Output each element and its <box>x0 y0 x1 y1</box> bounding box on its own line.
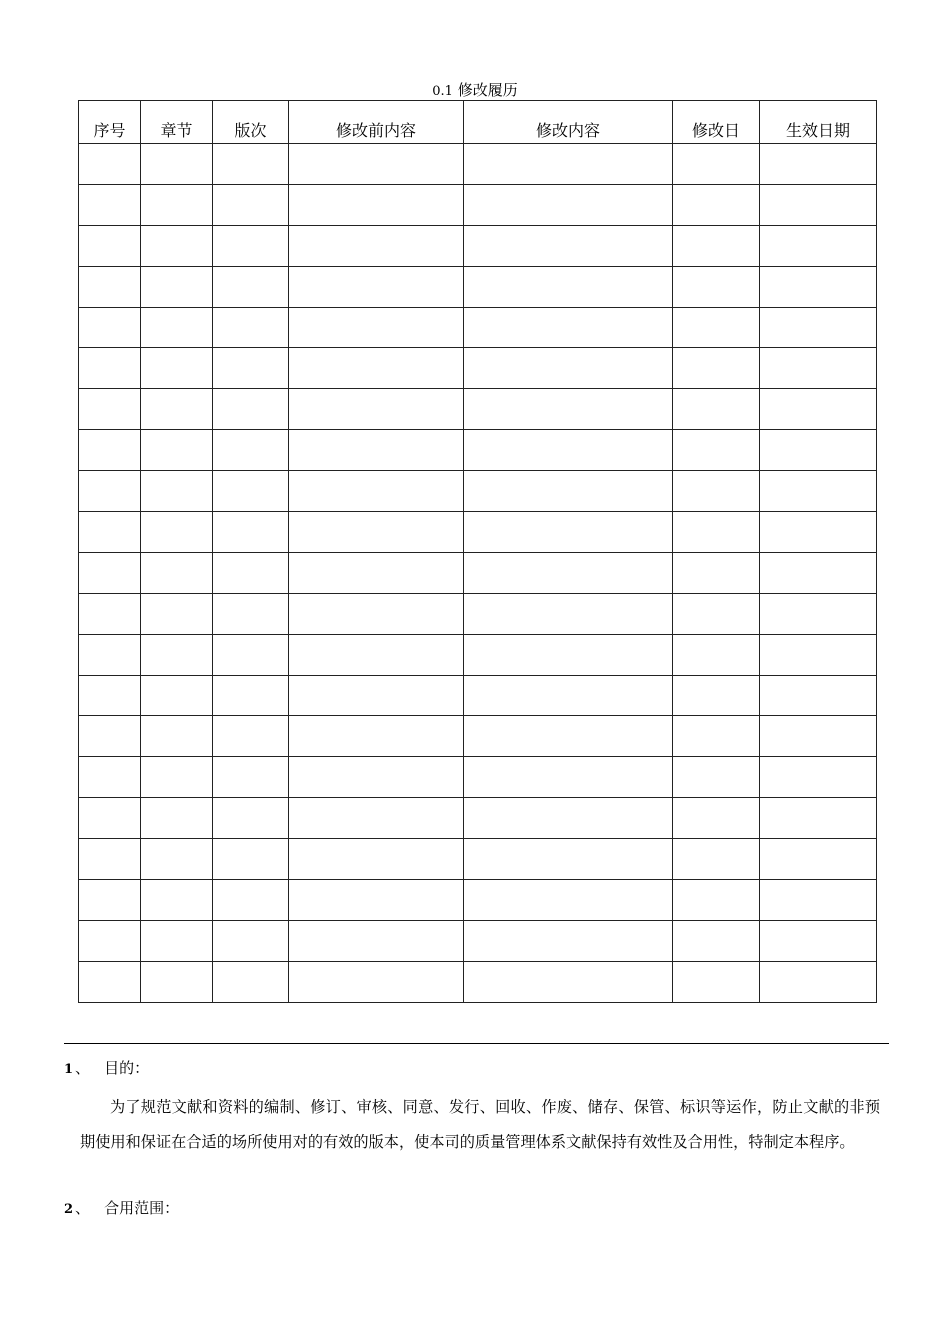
table-cell <box>79 839 141 880</box>
table-cell <box>79 144 141 185</box>
header-serial-no: 序号 <box>79 101 141 144</box>
table-cell <box>464 880 673 921</box>
table-cell <box>464 348 673 389</box>
header-effective-date: 生效日期 <box>760 101 877 144</box>
table-cell <box>464 225 673 266</box>
revision-history-table <box>78 100 877 1003</box>
table-cell <box>141 266 213 307</box>
table-cell <box>79 961 141 1002</box>
table-cell <box>79 184 141 225</box>
section-2-heading <box>64 1198 179 1220</box>
section-separator: 、 <box>75 1059 91 1077</box>
table-cell <box>760 757 877 798</box>
table-cell <box>289 716 464 757</box>
table-cell <box>760 471 877 512</box>
table-cell <box>673 144 760 185</box>
table-cell <box>673 675 760 716</box>
table-header-row <box>79 101 877 144</box>
table-cell <box>213 552 289 593</box>
table-cell <box>289 593 464 634</box>
table-cell <box>464 266 673 307</box>
table-cell <box>79 430 141 471</box>
table-cell <box>141 389 213 430</box>
table-row <box>79 675 877 716</box>
table-cell <box>760 512 877 553</box>
table-cell <box>79 675 141 716</box>
table-row <box>79 512 877 553</box>
table-cell <box>673 512 760 553</box>
horizontal-divider <box>64 1043 889 1044</box>
table-cell <box>213 839 289 880</box>
table-cell <box>79 757 141 798</box>
table-cell <box>464 593 673 634</box>
table-cell <box>289 512 464 553</box>
table-cell <box>289 920 464 961</box>
table-cell <box>79 471 141 512</box>
table-cell <box>213 430 289 471</box>
table-cell <box>213 798 289 839</box>
table-row <box>79 634 877 675</box>
table-cell <box>760 716 877 757</box>
table-row <box>79 798 877 839</box>
table-cell <box>141 593 213 634</box>
table-cell <box>760 144 877 185</box>
table-cell <box>673 920 760 961</box>
table-cell <box>141 430 213 471</box>
table-cell <box>141 307 213 348</box>
table-row <box>79 920 877 961</box>
table-cell <box>760 307 877 348</box>
table-cell <box>213 471 289 512</box>
section-separator: 、 <box>75 1199 91 1217</box>
table-cell <box>464 471 673 512</box>
table-row <box>79 961 877 1002</box>
table-row <box>79 880 877 921</box>
table-cell <box>673 389 760 430</box>
section-title: 目的： <box>104 1059 150 1077</box>
table-cell <box>464 961 673 1002</box>
table-cell <box>673 961 760 1002</box>
table-cell <box>673 307 760 348</box>
table-cell <box>141 225 213 266</box>
table-cell <box>213 920 289 961</box>
table-cell <box>141 512 213 553</box>
table-cell <box>79 266 141 307</box>
table-cell <box>141 716 213 757</box>
table-cell <box>673 225 760 266</box>
table-cell <box>79 552 141 593</box>
table-cell <box>289 471 464 512</box>
table-row <box>79 225 877 266</box>
table-row <box>79 389 877 430</box>
table-cell <box>673 757 760 798</box>
table-cell <box>79 307 141 348</box>
section-1-heading <box>64 1058 149 1080</box>
table-cell <box>673 798 760 839</box>
table-cell <box>464 839 673 880</box>
table-cell <box>213 266 289 307</box>
table-cell <box>141 184 213 225</box>
table-cell <box>673 880 760 921</box>
table-cell <box>141 144 213 185</box>
table-cell <box>141 757 213 798</box>
table-cell <box>289 675 464 716</box>
table-cell <box>673 634 760 675</box>
table-cell <box>464 512 673 553</box>
table-cell <box>79 348 141 389</box>
table-cell <box>464 430 673 471</box>
table-cell <box>79 920 141 961</box>
table-cell <box>289 430 464 471</box>
table-row <box>79 144 877 185</box>
table-cell <box>289 184 464 225</box>
table-cell <box>760 348 877 389</box>
table-cell <box>760 798 877 839</box>
table-cell <box>213 512 289 553</box>
table-cell <box>760 961 877 1002</box>
table-cell <box>760 552 877 593</box>
table-cell <box>289 144 464 185</box>
table-cell <box>464 552 673 593</box>
table-title-text: 修改履历 <box>457 81 518 99</box>
table-cell <box>673 184 760 225</box>
table-cell <box>673 266 760 307</box>
table-row <box>79 757 877 798</box>
table-cell <box>289 307 464 348</box>
table-cell <box>141 634 213 675</box>
table-cell <box>289 348 464 389</box>
table-cell <box>464 757 673 798</box>
table-cell <box>289 839 464 880</box>
table-cell <box>464 184 673 225</box>
section-number: 1 <box>64 1062 74 1077</box>
table-cell <box>673 839 760 880</box>
table-row <box>79 552 877 593</box>
table-cell <box>79 634 141 675</box>
table-title <box>0 80 950 102</box>
table-row <box>79 716 877 757</box>
table-cell <box>760 430 877 471</box>
table-row <box>79 184 877 225</box>
table-cell <box>213 389 289 430</box>
table-cell <box>464 389 673 430</box>
table-row <box>79 307 877 348</box>
table-cell <box>673 430 760 471</box>
table-cell <box>79 798 141 839</box>
table-row <box>79 839 877 880</box>
table-cell <box>760 266 877 307</box>
table-cell <box>464 716 673 757</box>
table-cell <box>213 593 289 634</box>
table-cell <box>289 225 464 266</box>
table-cell <box>760 389 877 430</box>
header-revised-content: 修改内容 <box>464 101 673 144</box>
table-cell <box>213 716 289 757</box>
table-row <box>79 471 877 512</box>
table-cell <box>673 471 760 512</box>
table-cell <box>213 634 289 675</box>
table-cell <box>289 880 464 921</box>
section-number: 2 <box>64 1202 74 1217</box>
table-cell <box>289 552 464 593</box>
header-chapter: 章节 <box>141 101 213 144</box>
table-cell <box>213 307 289 348</box>
table-body <box>79 144 877 1003</box>
table-cell <box>141 920 213 961</box>
table-cell <box>760 225 877 266</box>
table-title-number: 0.1 <box>432 84 453 99</box>
table-cell <box>760 593 877 634</box>
table-cell <box>213 757 289 798</box>
table-cell <box>760 634 877 675</box>
purpose-paragraph: 为了规范文献和资料的编制、修订、审核、同意、发行、回收、作废、储存、保管、标识等运作，防止文献的非预期使用和保证在合适的场所使用对的有效的版本，使本司的质量管理体系文献保持有效性及合用性，特制定本程序。 <box>80 1098 880 1151</box>
table-cell <box>760 184 877 225</box>
table-row <box>79 593 877 634</box>
table-cell <box>464 307 673 348</box>
table-cell <box>141 798 213 839</box>
table-cell <box>213 675 289 716</box>
section-title: 合用范围： <box>104 1199 180 1217</box>
table-cell <box>760 920 877 961</box>
table-cell <box>673 348 760 389</box>
table-cell <box>213 225 289 266</box>
header-version: 版次 <box>213 101 289 144</box>
table-cell <box>760 880 877 921</box>
table-cell <box>464 798 673 839</box>
table-cell <box>289 389 464 430</box>
table-cell <box>79 716 141 757</box>
table-cell <box>213 880 289 921</box>
table-cell <box>79 512 141 553</box>
table-cell <box>464 675 673 716</box>
table-cell <box>213 184 289 225</box>
table-cell <box>79 225 141 266</box>
table-cell <box>79 880 141 921</box>
table-cell <box>141 880 213 921</box>
table-cell <box>141 961 213 1002</box>
table-cell <box>141 471 213 512</box>
table-cell <box>289 798 464 839</box>
table-cell <box>464 920 673 961</box>
table-cell <box>141 839 213 880</box>
table-row <box>79 348 877 389</box>
table-cell <box>141 675 213 716</box>
table-cell <box>141 552 213 593</box>
table-cell <box>464 144 673 185</box>
table-cell <box>289 757 464 798</box>
table-cell <box>141 348 213 389</box>
table-cell <box>79 389 141 430</box>
table-cell <box>464 634 673 675</box>
header-content-before: 修改前内容 <box>289 101 464 144</box>
table-cell <box>760 675 877 716</box>
table-cell <box>289 634 464 675</box>
table-cell <box>213 144 289 185</box>
table-cell <box>760 839 877 880</box>
table-cell <box>289 266 464 307</box>
table-cell <box>79 593 141 634</box>
table-row <box>79 430 877 471</box>
table-cell <box>213 961 289 1002</box>
table-cell <box>289 961 464 1002</box>
header-revision-date: 修改日 <box>673 101 760 144</box>
table-cell <box>673 716 760 757</box>
table-cell <box>673 552 760 593</box>
table-row <box>79 266 877 307</box>
table-cell <box>673 593 760 634</box>
table-cell <box>213 348 289 389</box>
